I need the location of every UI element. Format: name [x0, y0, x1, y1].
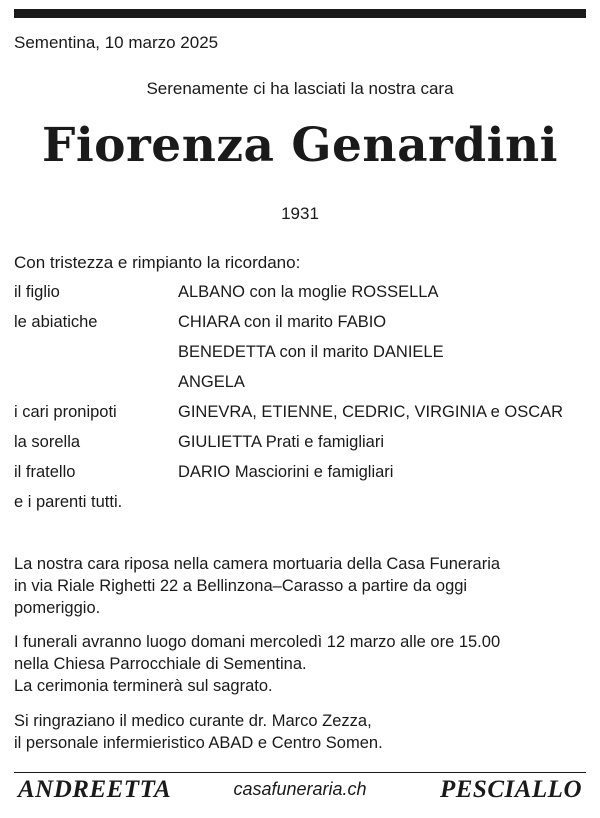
viewing-paragraph	[14, 553, 584, 619]
paragraph-line: nella Chiesa Parrocchiale di Sementina.	[14, 655, 307, 673]
paragraph-line: il personale infermieristico ABAD e Centro Somen.	[14, 734, 383, 752]
mourner-row	[14, 283, 594, 313]
mourner-row	[14, 343, 594, 373]
birth-year: 1931	[281, 204, 319, 223]
mourner-names: GIULIETTA Prati e famigliari	[178, 433, 385, 451]
mourners-heading: Con tristezza e rimpianto la ricordano:	[14, 253, 301, 272]
mourner-names: BENEDETTA con il marito DANIELE	[178, 343, 444, 361]
mourner-row	[14, 463, 594, 493]
mourner-relation: le abiatiche	[14, 313, 98, 331]
mourner-row	[14, 373, 594, 403]
paragraph-line: Si ringraziano il medico curante dr. Marco Zezza,	[14, 712, 372, 730]
funeral-paragraph	[14, 631, 584, 697]
thanks-paragraph	[14, 710, 584, 754]
paragraph-line: La nostra cara riposa nella camera mortuaria della Casa Funeraria	[14, 555, 501, 573]
mourner-row	[14, 433, 594, 463]
mourner-relation: il fratello	[14, 463, 76, 481]
mourner-row	[14, 493, 594, 523]
mourner-relation: i cari pronipoti	[14, 403, 117, 421]
funeral-home-right: PESCIALLO	[439, 776, 582, 803]
funeral-home-website: casafuneraria.ch	[233, 779, 367, 799]
mourner-names: ALBANO con la moglie ROSSELLA	[178, 283, 439, 301]
top-divider	[14, 9, 586, 18]
deceased-name: Fiorenza Genardini	[41, 118, 559, 173]
paragraph-line: La cerimonia terminerà sul sagrato.	[14, 677, 273, 695]
mourner-names: GINEVRA, ETIENNE, CEDRIC, VIRGINIA e OSCAR	[178, 403, 564, 421]
funeral-home-left: ANDREETTA	[18, 776, 172, 803]
paragraph-line: pomeriggio.	[14, 599, 101, 617]
mourner-relation: il figlio	[14, 283, 60, 301]
place-date: Sementina, 10 marzo 2025	[14, 33, 219, 52]
mourner-relation: la sorella	[14, 433, 81, 451]
mourner-row	[14, 403, 594, 433]
intro-line: Serenamente ci ha lasciati la nostra cara	[146, 79, 454, 98]
mourner-names: CHIARA con il marito FABIO	[178, 313, 387, 331]
bottom-divider	[14, 772, 586, 773]
paragraph-line: I funerali avranno luogo domani mercoledì 12 marzo alle ore 15.00	[14, 633, 501, 651]
mourner-relation: e i parenti tutti.	[14, 493, 123, 511]
mourner-names: DARIO Masciorini e famigliari	[178, 463, 394, 481]
mourner-names: ANGELA	[178, 373, 245, 391]
mourner-row	[14, 313, 594, 343]
footer-bar	[14, 776, 586, 808]
paragraph-line: in via Riale Righetti 22 a Bellinzona–Carasso a partire da oggi	[14, 577, 468, 595]
